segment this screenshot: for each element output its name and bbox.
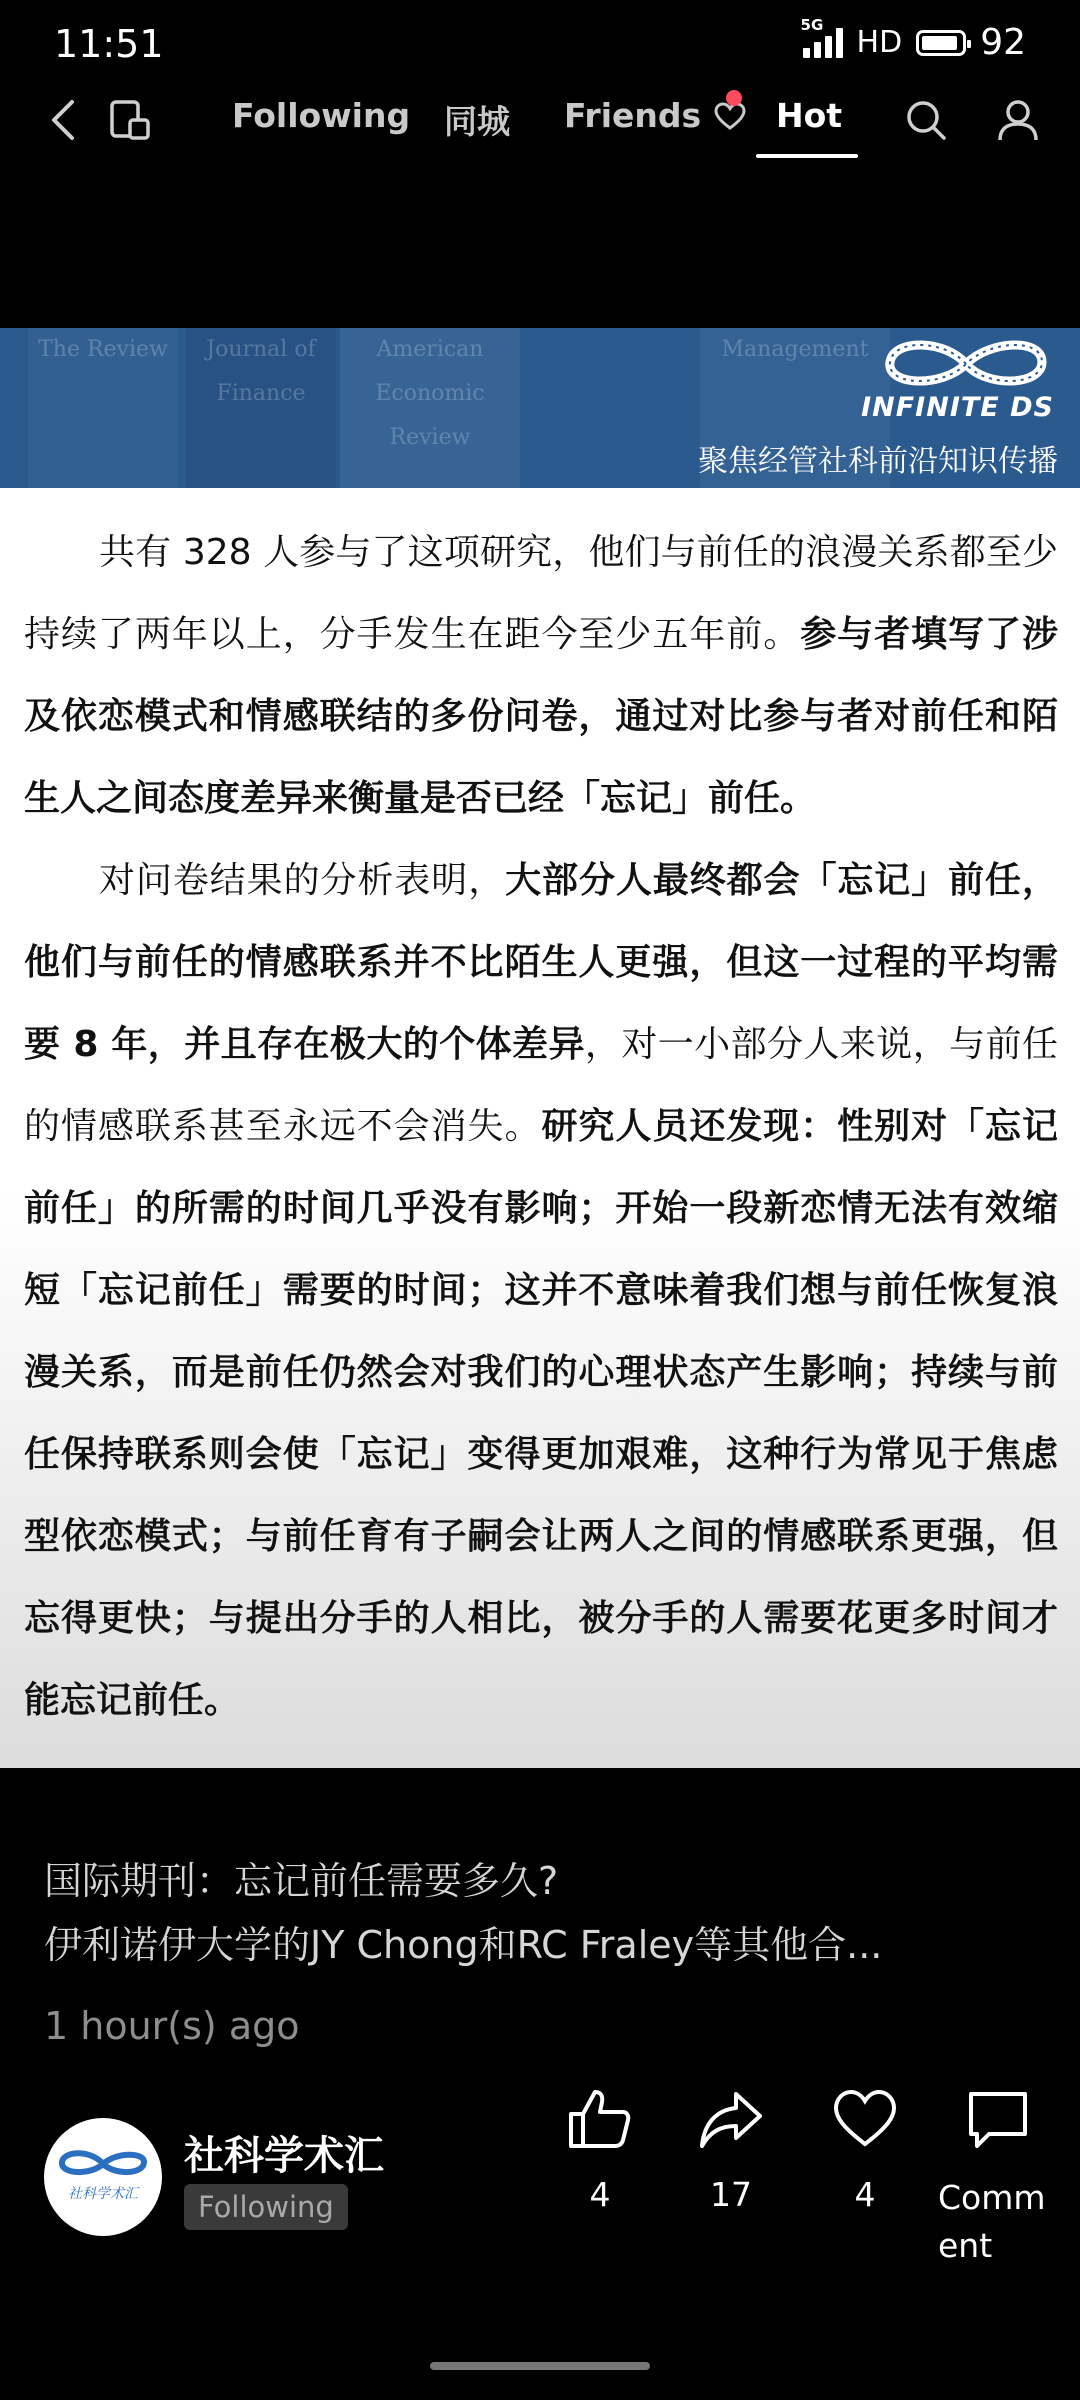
like-count: 4 (589, 2175, 611, 2214)
top-nav (0, 88, 1080, 154)
article-text: 共有 328 人参与了这项研究，他们与前任的浪漫关系都至少持续了两年以上，分手发生在距今至少五年前。 (24, 532, 1058, 655)
article-text: 对问卷结果的分析表明， (99, 860, 506, 901)
post-timestamp: 1 hour(s) ago (44, 2004, 300, 2048)
journal-cover: American Economic Review (340, 328, 520, 488)
tab-friends[interactable] (564, 96, 747, 135)
post-subtitle[interactable]: 伊利诺伊大学的JY Chong和RC Fraley等其他合... (44, 1923, 883, 1967)
thumbs-up-icon (567, 2088, 633, 2150)
journal-cover: Journal of Finance (186, 328, 336, 488)
author-name[interactable]: 社科学术汇 (184, 2133, 384, 2179)
brand-name: INFINITE DS (861, 392, 1054, 423)
brand-slogan: 聚焦经管社科前沿知识传播 (698, 444, 1058, 479)
article-bold-text: 研究人员还发现：性别对「忘记前任」的所需的时间几乎没有影响；开始一段新恋情无法有效缩短「忘记前任」需要的时间；这并不意味着我们想与前任恢复浪漫关系，而是前任仍然会对我们的心理状态产生影响；持续与前任保持联系则会使「忘记」变得更加艰难，这种行为常见于焦虑型依恋模式；与前任育有子嗣会让两人之间的情感联系更强，但忘得更快；与提出分手的人相比，被分手的人需要花更多时间才能忘记前任。 (24, 1106, 1058, 1721)
heart-icon (832, 2088, 898, 2150)
article-paragraph (24, 512, 1058, 840)
following-badge[interactable]: Following (184, 2184, 348, 2230)
tab-local[interactable]: 同城 (444, 102, 510, 141)
share-button[interactable] (681, 2088, 781, 2218)
avatar[interactable] (44, 2118, 162, 2236)
search-icon[interactable] (904, 98, 948, 142)
article-body (0, 488, 1080, 1768)
heart-outline-icon (713, 101, 747, 131)
article-text: ，对一小部分人来说，与前任的情感联系甚至永远不会消失。 (24, 1024, 1058, 1147)
tab-hot[interactable]: Hot (776, 96, 843, 135)
comment-button[interactable] (948, 2088, 1048, 2150)
battery-percent: 92 (980, 22, 1026, 63)
journal-cover: Management (700, 328, 890, 488)
tab-following[interactable]: Following (232, 96, 411, 135)
like-button[interactable] (550, 2088, 650, 2218)
back-arrow-icon[interactable] (44, 94, 84, 146)
tab-friends-label: Friends (564, 96, 702, 135)
signal-icon (800, 15, 843, 58)
infinity-logo-icon (876, 336, 1056, 392)
comment-label[interactable]: Comment (938, 2178, 1046, 2265)
active-tab-indicator (756, 154, 858, 158)
status-indicators (800, 15, 1026, 63)
hd-indicator: HD (856, 25, 903, 60)
article-bold-text: 大部分人最终都会「忘记」前任，他们与前任的情感联系并不比陌生人更强，但这一过程的平均需要 8 年，并且存在极大的个体差异 (24, 860, 1058, 1065)
avatar-text: 社科学术汇 (68, 2186, 138, 2202)
picture-in-picture-icon[interactable] (108, 98, 154, 144)
profile-icon[interactable] (996, 98, 1040, 142)
article-paragraph (24, 840, 1058, 1742)
notification-dot (726, 90, 742, 106)
battery-icon (916, 30, 966, 56)
network-type: 5G (800, 15, 824, 34)
favorite-button[interactable] (815, 2088, 915, 2218)
status-time: 11:51 (54, 22, 164, 66)
share-count: 17 (710, 2175, 752, 2214)
article-banner (0, 328, 1080, 488)
home-indicator[interactable] (430, 2362, 650, 2370)
journal-cover: The Review (28, 328, 178, 488)
avatar-logo-icon (44, 2118, 162, 2236)
favorite-count: 4 (854, 2175, 876, 2214)
post-title[interactable]: 国际期刊：忘记前任需要多久? (44, 1859, 559, 1903)
comment-bubble-icon (965, 2088, 1031, 2150)
article-bold-text: 参与者填写了涉及依恋模式和情感联结的多份问卷，通过对比参与者对前任和陌生人之间态度差异来衡量是否已经「忘记」前任。 (24, 614, 1058, 819)
share-arrow-icon (698, 2088, 764, 2150)
